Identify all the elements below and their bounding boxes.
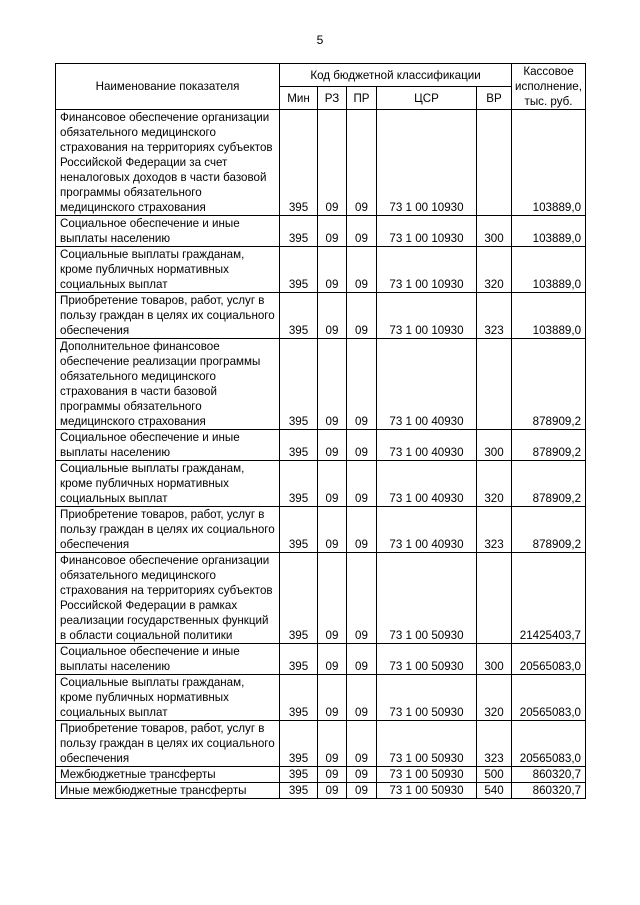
row-min: 395 — [280, 216, 318, 247]
row-vr: 320 — [477, 247, 512, 293]
row-vr: 323 — [477, 507, 512, 553]
header-amount: Кассовое исполнение, тыс. руб. — [512, 64, 586, 110]
row-name: Социальные выплаты гражданам, кроме публичных нормативных социальных выплат — [56, 247, 280, 293]
header-vr: ВР — [477, 87, 512, 110]
row-amount: 103889,0 — [512, 110, 586, 216]
row-rz: 09 — [318, 430, 347, 461]
row-min: 395 — [280, 339, 318, 430]
table-row — [56, 767, 586, 783]
row-amount: 20565083,0 — [512, 644, 586, 675]
row-name: Социальное обеспечение и иные выплаты населению — [56, 430, 280, 461]
row-rz: 09 — [318, 767, 347, 783]
row-pr: 09 — [347, 339, 377, 430]
row-csr: 73 1 00 50930 — [377, 721, 477, 767]
row-amount: 860320,7 — [512, 767, 586, 783]
row-vr — [477, 339, 512, 430]
row-name: Финансовое обеспечение организации обязательного медицинского страхования на территориях субъектов Российской Федерации в рамках реализации государственных функций в области социальной политики — [56, 553, 280, 644]
table-row — [56, 721, 586, 767]
row-pr: 09 — [347, 110, 377, 216]
row-csr: 73 1 00 10930 — [377, 247, 477, 293]
row-pr: 09 — [347, 216, 377, 247]
row-csr: 73 1 00 40930 — [377, 507, 477, 553]
row-min: 395 — [280, 553, 318, 644]
header-rz: РЗ — [318, 87, 347, 110]
header-pr: ПР — [347, 87, 377, 110]
header-min: Мин — [280, 87, 318, 110]
row-name: Приобретение товаров, работ, услуг в пользу граждан в целях их социального обеспечения — [56, 507, 280, 553]
row-name: Социальные выплаты гражданам, кроме публичных нормативных социальных выплат — [56, 675, 280, 721]
header-csr: ЦСР — [377, 87, 477, 110]
row-pr: 09 — [347, 721, 377, 767]
row-rz: 09 — [318, 461, 347, 507]
row-name: Социальное обеспечение и иные выплаты населению — [56, 644, 280, 675]
table-row — [56, 430, 586, 461]
row-rz: 09 — [318, 110, 347, 216]
row-csr: 73 1 00 40930 — [377, 339, 477, 430]
row-name: Финансовое обеспечение организации обязательного медицинского страхования на территориях субъектов Российской Федерации за счет неналоговых доходов в части базовой программы обязательного медицинского страхования — [56, 110, 280, 216]
table-row — [56, 461, 586, 507]
table-row — [56, 216, 586, 247]
row-pr: 09 — [347, 675, 377, 721]
row-amount: 878909,2 — [512, 339, 586, 430]
table-row — [56, 644, 586, 675]
page-number: 5 — [316, 33, 324, 47]
row-amount: 878909,2 — [512, 461, 586, 507]
row-min: 395 — [280, 110, 318, 216]
row-name: Дополнительное финансовое обеспечение реализации программы обязательного медицинского страхования в части базовой программы обязательного медицинского страхования — [56, 339, 280, 430]
row-vr: 500 — [477, 767, 512, 783]
row-vr: 300 — [477, 644, 512, 675]
row-csr: 73 1 00 50930 — [377, 644, 477, 675]
row-pr: 09 — [347, 767, 377, 783]
table-row — [56, 783, 586, 799]
row-rz: 09 — [318, 293, 347, 339]
row-rz: 09 — [318, 339, 347, 430]
row-csr: 73 1 00 10930 — [377, 216, 477, 247]
table-row — [56, 293, 586, 339]
row-vr: 323 — [477, 721, 512, 767]
row-rz: 09 — [318, 553, 347, 644]
row-min: 395 — [280, 430, 318, 461]
row-vr: 300 — [477, 430, 512, 461]
row-amount: 103889,0 — [512, 293, 586, 339]
row-pr: 09 — [347, 293, 377, 339]
row-rz: 09 — [318, 216, 347, 247]
row-rz: 09 — [318, 507, 347, 553]
row-amount: 103889,0 — [512, 216, 586, 247]
row-pr: 09 — [347, 644, 377, 675]
row-vr: 320 — [477, 461, 512, 507]
row-csr: 73 1 00 40930 — [377, 430, 477, 461]
row-min: 395 — [280, 461, 318, 507]
row-amount: 878909,2 — [512, 430, 586, 461]
table-row — [56, 507, 586, 553]
row-csr: 73 1 00 50930 — [377, 675, 477, 721]
row-min: 395 — [280, 247, 318, 293]
table-row — [56, 675, 586, 721]
row-amount: 20565083,0 — [512, 721, 586, 767]
header-name: Наименование показателя — [56, 64, 280, 110]
row-amount: 21425403,7 — [512, 553, 586, 644]
row-vr: 540 — [477, 783, 512, 799]
row-pr: 09 — [347, 507, 377, 553]
row-amount: 878909,2 — [512, 507, 586, 553]
row-csr: 73 1 00 50930 — [377, 783, 477, 799]
row-csr: 73 1 00 10930 — [377, 110, 477, 216]
table-row — [56, 339, 586, 430]
row-vr — [477, 110, 512, 216]
row-name: Приобретение товаров, работ, услуг в пользу граждан в целях их социального обеспечения — [56, 721, 280, 767]
row-rz: 09 — [318, 247, 347, 293]
row-pr: 09 — [347, 461, 377, 507]
table-row — [56, 247, 586, 293]
row-min: 395 — [280, 293, 318, 339]
table-row — [56, 110, 586, 216]
row-vr: 323 — [477, 293, 512, 339]
row-name: Социальное обеспечение и иные выплаты населению — [56, 216, 280, 247]
row-pr: 09 — [347, 247, 377, 293]
table-body — [56, 110, 586, 799]
row-min: 395 — [280, 644, 318, 675]
row-csr: 73 1 00 50930 — [377, 767, 477, 783]
row-csr: 73 1 00 10930 — [377, 293, 477, 339]
row-rz: 09 — [318, 783, 347, 799]
row-vr: 320 — [477, 675, 512, 721]
row-pr: 09 — [347, 553, 377, 644]
row-pr: 09 — [347, 783, 377, 799]
row-min: 395 — [280, 767, 318, 783]
row-amount: 103889,0 — [512, 247, 586, 293]
table-header — [56, 64, 586, 110]
row-amount: 20565083,0 — [512, 675, 586, 721]
row-name: Межбюджетные трансферты — [56, 767, 280, 783]
row-csr: 73 1 00 40930 — [377, 461, 477, 507]
row-min: 395 — [280, 675, 318, 721]
header-code-group: Код бюджетной классификации — [280, 64, 512, 87]
row-min: 395 — [280, 507, 318, 553]
row-vr: 300 — [477, 216, 512, 247]
row-amount: 860320,7 — [512, 783, 586, 799]
row-name: Иные межбюджетные трансферты — [56, 783, 280, 799]
row-min: 395 — [280, 721, 318, 767]
row-name: Приобретение товаров, работ, услуг в пользу граждан в целях их социального обеспечения — [56, 293, 280, 339]
row-csr: 73 1 00 50930 — [377, 553, 477, 644]
table-row — [56, 553, 586, 644]
row-pr: 09 — [347, 430, 377, 461]
row-rz: 09 — [318, 675, 347, 721]
budget-table — [55, 63, 586, 799]
row-min: 395 — [280, 783, 318, 799]
row-vr — [477, 553, 512, 644]
row-rz: 09 — [318, 644, 347, 675]
row-rz: 09 — [318, 721, 347, 767]
row-name: Социальные выплаты гражданам, кроме публичных нормативных социальных выплат — [56, 461, 280, 507]
